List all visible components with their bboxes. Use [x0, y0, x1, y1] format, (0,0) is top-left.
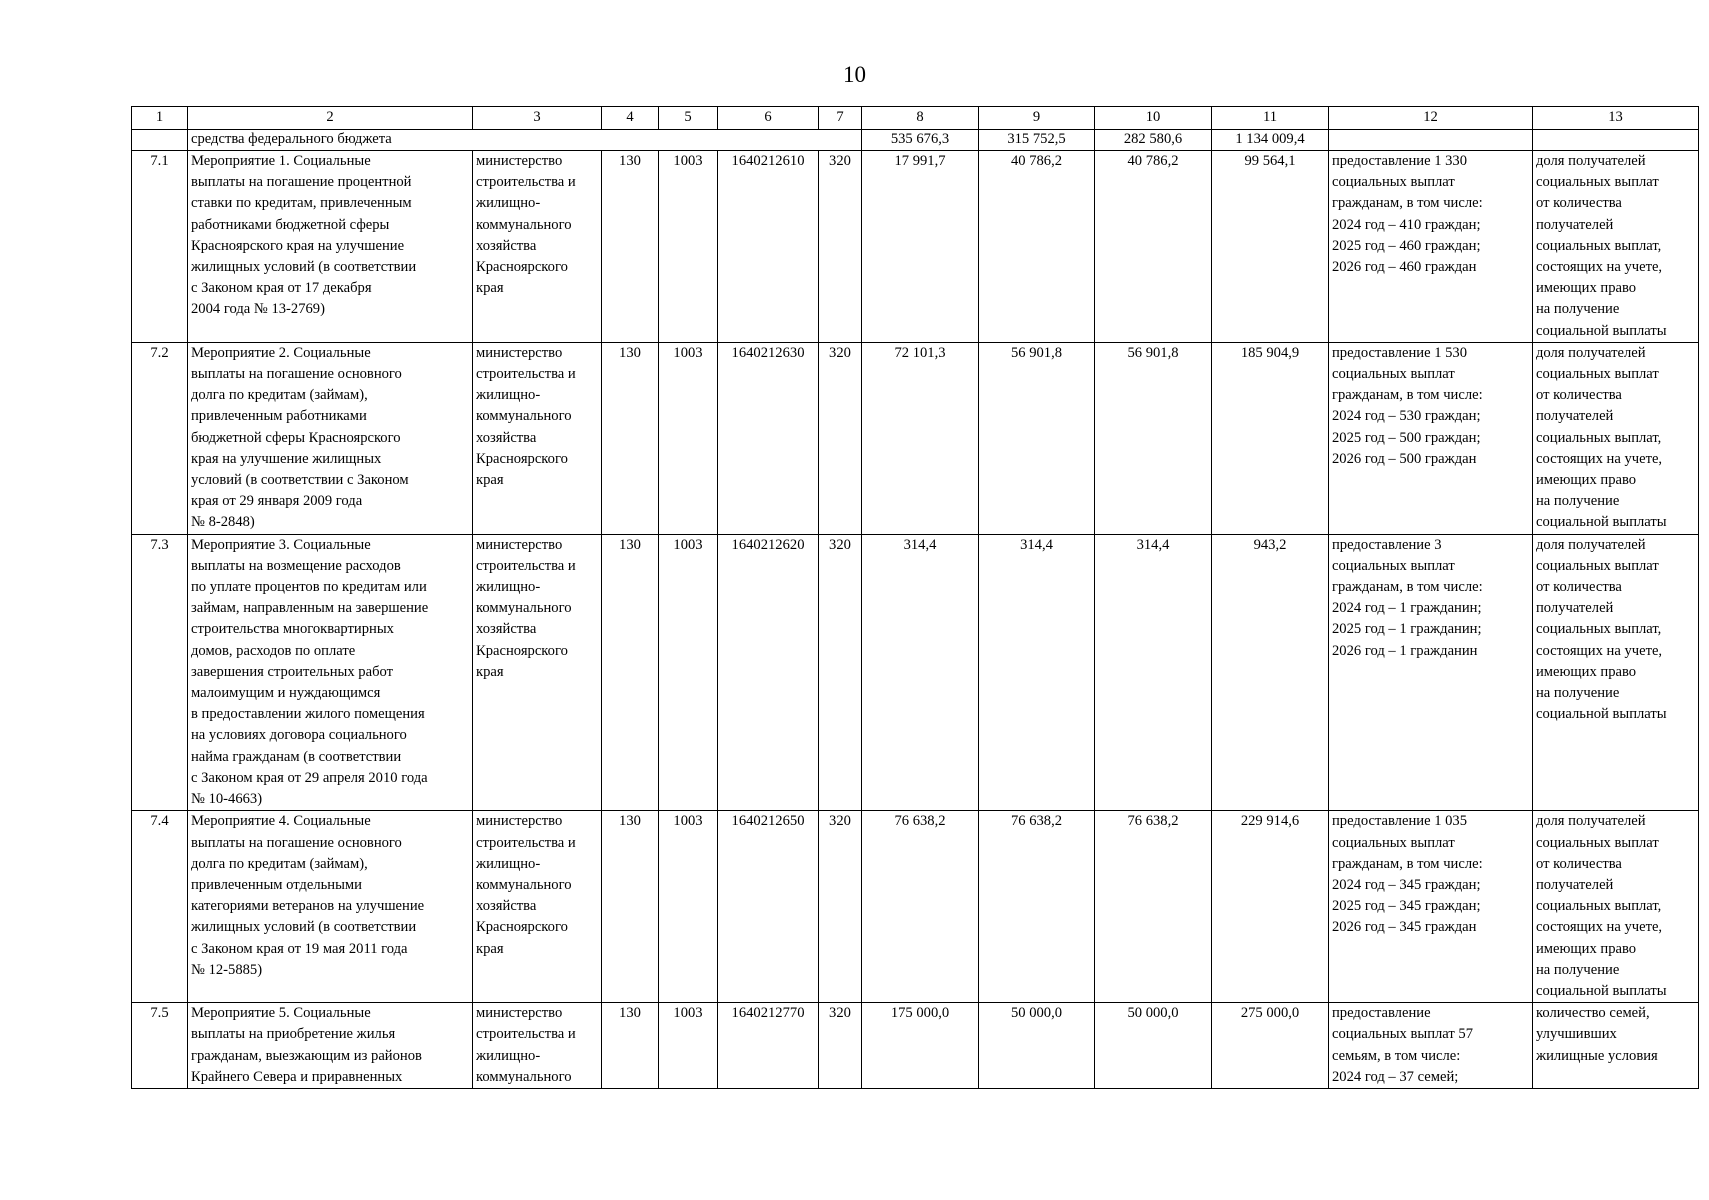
- federal-budget-row: [132, 130, 1699, 151]
- code-7: 320: [819, 534, 862, 811]
- expected-result: предоставление социальных выплат 57 семьям, в том числе: 2024 год – 37 семей;: [1329, 1003, 1533, 1089]
- code-6: 1640212620: [718, 534, 819, 811]
- amount-2026: 40 786,2: [1095, 151, 1212, 343]
- row-number: 7.3: [132, 534, 188, 811]
- table-row: [132, 811, 1699, 1003]
- federal-2025: 315 752,5: [979, 130, 1095, 151]
- amount-2026: 50 000,0: [1095, 1003, 1212, 1089]
- amount-2024: 314,4: [862, 534, 979, 811]
- expected-result: предоставление 1 035 социальных выплат гражданам, в том числе: 2024 год – 345 граждан; 2025 год – 345 граждан; 2026 год – 345 граждан: [1329, 811, 1533, 1003]
- code-5: 1003: [659, 811, 718, 1003]
- budget-table: [131, 106, 1699, 1089]
- executor: министерство строительства и жилищно- коммунального: [473, 1003, 602, 1089]
- indicator: количество семей, улучшивших жилищные условия: [1533, 1003, 1699, 1089]
- column-header: 8: [862, 107, 979, 130]
- row-number: 7.1: [132, 151, 188, 343]
- column-header: 5: [659, 107, 718, 130]
- code-7: 320: [819, 151, 862, 343]
- executor: министерство строительства и жилищно- коммунального хозяйства Красноярского края: [473, 151, 602, 343]
- amount-2024: 175 000,0: [862, 1003, 979, 1089]
- table-row: [132, 151, 1699, 343]
- federal-2026: 282 580,6: [1095, 130, 1212, 151]
- code-6: 1640212610: [718, 151, 819, 343]
- code-7: 320: [819, 342, 862, 534]
- header-row: [132, 107, 1699, 130]
- indicator: доля получателей социальных выплат от количества получателей социальных выплат, состоящих на учете, имеющих право на получение социальной выплаты: [1533, 151, 1699, 343]
- column-header: 12: [1329, 107, 1533, 130]
- column-header: 7: [819, 107, 862, 130]
- column-header: 13: [1533, 107, 1699, 130]
- expected-result: предоставление 1 530 социальных выплат гражданам, в том числе: 2024 год – 530 граждан; 2025 год – 500 граждан; 2026 год – 500 граждан: [1329, 342, 1533, 534]
- executor: министерство строительства и жилищно- коммунального хозяйства Красноярского края: [473, 534, 602, 811]
- amount-2024: 72 101,3: [862, 342, 979, 534]
- column-header: 11: [1212, 107, 1329, 130]
- page-number: 10: [843, 62, 866, 87]
- row-number: 7.2: [132, 342, 188, 534]
- column-header: 6: [718, 107, 819, 130]
- column-header: 2: [188, 107, 473, 130]
- amount-total: 943,2: [1212, 534, 1329, 811]
- amount-2025: 56 901,8: [979, 342, 1095, 534]
- code-7: 320: [819, 811, 862, 1003]
- expected-result: предоставление 1 330 социальных выплат гражданам, в том числе: 2024 год – 410 граждан; 2025 год – 460 граждан; 2026 год – 460 граждан: [1329, 151, 1533, 343]
- measure-title: Мероприятие 3. Социальные выплаты на возмещение расходов по уплате процентов по кредитам или займам, направленным на завершение строительства многоквартирных домов, расходов по оплате завершения строительных работ малоимущим и нуждающимся в предоставлении жилого помещения на условиях договора социального найма гражданам (в соответствии с Законом края от 29 апреля 2010 года № 10-4663): [188, 534, 473, 811]
- amount-2026: 56 901,8: [1095, 342, 1212, 534]
- measure-title: Мероприятие 2. Социальные выплаты на погашение основного долга по кредитам (займам), привлеченным работниками бюджетной сферы Красноярского края на улучшение жилищных условий (в соответствии с Законом края от 29 января 2009 года № 8-2848): [188, 342, 473, 534]
- code-5: 1003: [659, 1003, 718, 1089]
- column-header: 1: [132, 107, 188, 130]
- amount-2025: 76 638,2: [979, 811, 1095, 1003]
- code-4: 130: [602, 534, 659, 811]
- column-header: 9: [979, 107, 1095, 130]
- code-7: 320: [819, 1003, 862, 1089]
- code-5: 1003: [659, 534, 718, 811]
- measure-title: Мероприятие 1. Социальные выплаты на погашение процентной ставки по кредитам, привлеченным работниками бюджетной сферы Красноярского края на улучшение жилищных условий (в соответствии с Законом края от 17 декабря 2004 года № 13-2769): [188, 151, 473, 343]
- code-4: 130: [602, 151, 659, 343]
- code-4: 130: [602, 811, 659, 1003]
- federal-2024: 535 676,3: [862, 130, 979, 151]
- executor: министерство строительства и жилищно- коммунального хозяйства Красноярского края: [473, 342, 602, 534]
- row-number: 7.4: [132, 811, 188, 1003]
- federal-budget-label: средства федерального бюджета: [188, 130, 862, 151]
- amount-2024: 17 991,7: [862, 151, 979, 343]
- code-5: 1003: [659, 342, 718, 534]
- code-5: 1003: [659, 151, 718, 343]
- column-header: 10: [1095, 107, 1212, 130]
- column-header: 4: [602, 107, 659, 130]
- amount-2026: 314,4: [1095, 534, 1212, 811]
- executor: министерство строительства и жилищно- коммунального хозяйства Красноярского края: [473, 811, 602, 1003]
- amount-total: 99 564,1: [1212, 151, 1329, 343]
- row-number: 7.5: [132, 1003, 188, 1089]
- amount-2025: 314,4: [979, 534, 1095, 811]
- amount-total: 185 904,9: [1212, 342, 1329, 534]
- code-4: 130: [602, 342, 659, 534]
- measure-title: Мероприятие 4. Социальные выплаты на погашение основного долга по кредитам (займам), привлеченным отдельными категориями ветеранов на улучшение жилищных условий (в соответствии с Законом края от 19 мая 2011 года № 12-5885): [188, 811, 473, 1003]
- amount-2024: 76 638,2: [862, 811, 979, 1003]
- code-6: 1640212630: [718, 342, 819, 534]
- table-row: [132, 1003, 1699, 1089]
- expected-result: предоставление 3 социальных выплат гражданам, в том числе: 2024 год – 1 гражданин; 2025 год – 1 гражданин; 2026 год – 1 гражданин: [1329, 534, 1533, 811]
- indicator: доля получателей социальных выплат от количества получателей социальных выплат, состоящих на учете, имеющих право на получение социальной выплаты: [1533, 811, 1699, 1003]
- table-row: [132, 342, 1699, 534]
- amount-2025: 40 786,2: [979, 151, 1095, 343]
- measure-title: Мероприятие 5. Социальные выплаты на приобретение жилья гражданам, выезжающим из районов Крайнего Севера и приравненных: [188, 1003, 473, 1089]
- column-header: 3: [473, 107, 602, 130]
- code-6: 1640212770: [718, 1003, 819, 1089]
- federal-total: 1 134 009,4: [1212, 130, 1329, 151]
- indicator: доля получателей социальных выплат от количества получателей социальных выплат, состоящих на учете, имеющих право на получение социальной выплаты: [1533, 534, 1699, 811]
- indicator: доля получателей социальных выплат от количества получателей социальных выплат, состоящих на учете, имеющих право на получение социальной выплаты: [1533, 342, 1699, 534]
- table-row: [132, 534, 1699, 811]
- amount-total: 229 914,6: [1212, 811, 1329, 1003]
- amount-total: 275 000,0: [1212, 1003, 1329, 1089]
- code-6: 1640212650: [718, 811, 819, 1003]
- amount-2025: 50 000,0: [979, 1003, 1095, 1089]
- amount-2026: 76 638,2: [1095, 811, 1212, 1003]
- code-4: 130: [602, 1003, 659, 1089]
